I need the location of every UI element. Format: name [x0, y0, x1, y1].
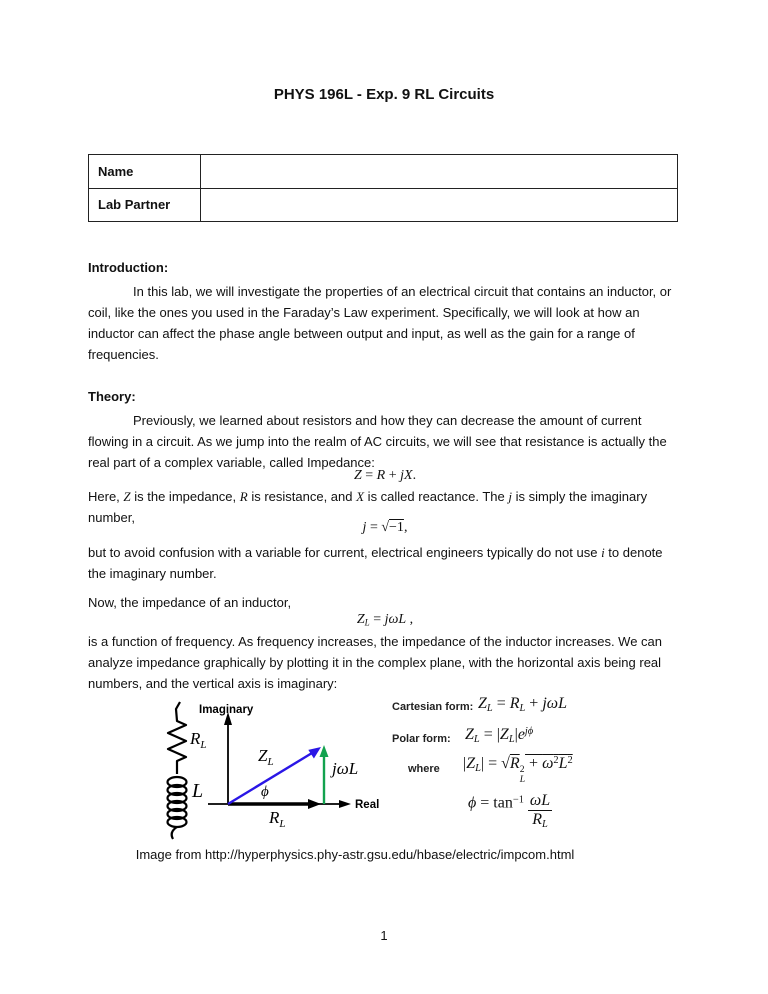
cartesian-form-label: Cartesian form:	[392, 701, 474, 713]
theory-paragraph-5: is a function of frequency. As frequency increases, the impedance of the inductor increases. We can analyze impedance graphically by plotting it in the complex plane, with the horizontal axis being real numbers, and the vertical axis is imaginary:	[88, 634, 663, 691]
name-label-cell: Name	[89, 155, 201, 189]
inductor-symbol	[168, 777, 187, 839]
equation-imaginary-unit: j = √−1,	[362, 520, 408, 535]
theory-paragraph-1: Previously, we learned about resistors and how they can decrease the amount of current flowing in a circuit. As we jump into the realm of AC circuits, we will see that resistance is actually the real part of a complex variable, called Impedance:	[88, 413, 667, 470]
theory-paragraph-2: Here, Z is the impedance, R is resistance, and X is called reactance. The j is simply the imaginary number,	[88, 489, 648, 525]
page-number: 1	[380, 928, 388, 943]
circuit-inductor-label: L	[192, 780, 204, 802]
imaginary-axis-label: Imaginary	[199, 704, 254, 716]
where-label: where	[408, 763, 440, 775]
phase-equation: $\phi = \tan^{-1}$ $\frac{\omega L}{RL}$	[468, 792, 551, 831]
lab-partner-input-cell[interactable]	[201, 188, 678, 222]
equation-inductor-impedance: ZL = jωL ,	[356, 612, 414, 628]
circuit-resistor-label: $R_L$	[190, 729, 207, 751]
impedance-vector-arrowhead	[308, 747, 321, 759]
impedance-diagram	[140, 696, 390, 846]
theory-paragraph-3: but to avoid confusion with a variable for current, electrical engineers typically do not use i to denote the imaginary number.	[88, 545, 663, 581]
lab-partner-label-cell: Lab Partner	[89, 188, 201, 222]
resistance-vector-arrowhead	[308, 799, 321, 809]
introduction-paragraph: In this lab, we will investigate the properties of an electrical circuit that contains an inductor, or coil, like the ones you used in the Faraday’s Law experiment. Specifically, we will look at how an inductor can affect the phase angle between output and input, as well as the gain for a range of frequencies.	[88, 284, 672, 362]
real-axis-label: Real	[355, 799, 380, 811]
theory-paragraph-4: Now, the impedance of an inductor,	[88, 595, 292, 610]
introduction-heading: Introduction:	[88, 260, 169, 275]
equation-impedance: Z = R + jX.	[353, 468, 417, 483]
polar-form-equation: ZL = $|ZL|e^{j\phi}$	[465, 726, 534, 746]
theory-heading: Theory:	[88, 389, 136, 404]
table-row	[89, 188, 678, 222]
name-partner-table	[88, 154, 678, 222]
reactance-vector-arrowhead	[320, 745, 329, 757]
magnitude-equation: |ZL| = √R 2 L + $\omega^2L^2$	[463, 755, 573, 785]
cartesian-form-equation: ZL = RL + jωL	[478, 695, 567, 714]
name-input-cell[interactable]	[201, 155, 678, 189]
table-row	[89, 155, 678, 189]
real-axis-arrowhead	[339, 800, 351, 808]
figure-caption: Image from http://hyperphysics.phy-astr.gsu.edu/hbase/electric/impcom.html	[135, 847, 575, 862]
resistor-symbol	[168, 702, 186, 774]
page-title: PHYS 196L - Exp. 9 RL Circuits	[273, 86, 495, 103]
impedance-vector-label: $Z_L$	[258, 746, 274, 768]
polar-form-label: Polar form:	[392, 733, 451, 745]
phase-angle-label: ϕ	[261, 784, 269, 800]
resistance-vector-label: $R_L$	[269, 808, 286, 830]
reactance-vector-label: jωL	[332, 759, 359, 778]
